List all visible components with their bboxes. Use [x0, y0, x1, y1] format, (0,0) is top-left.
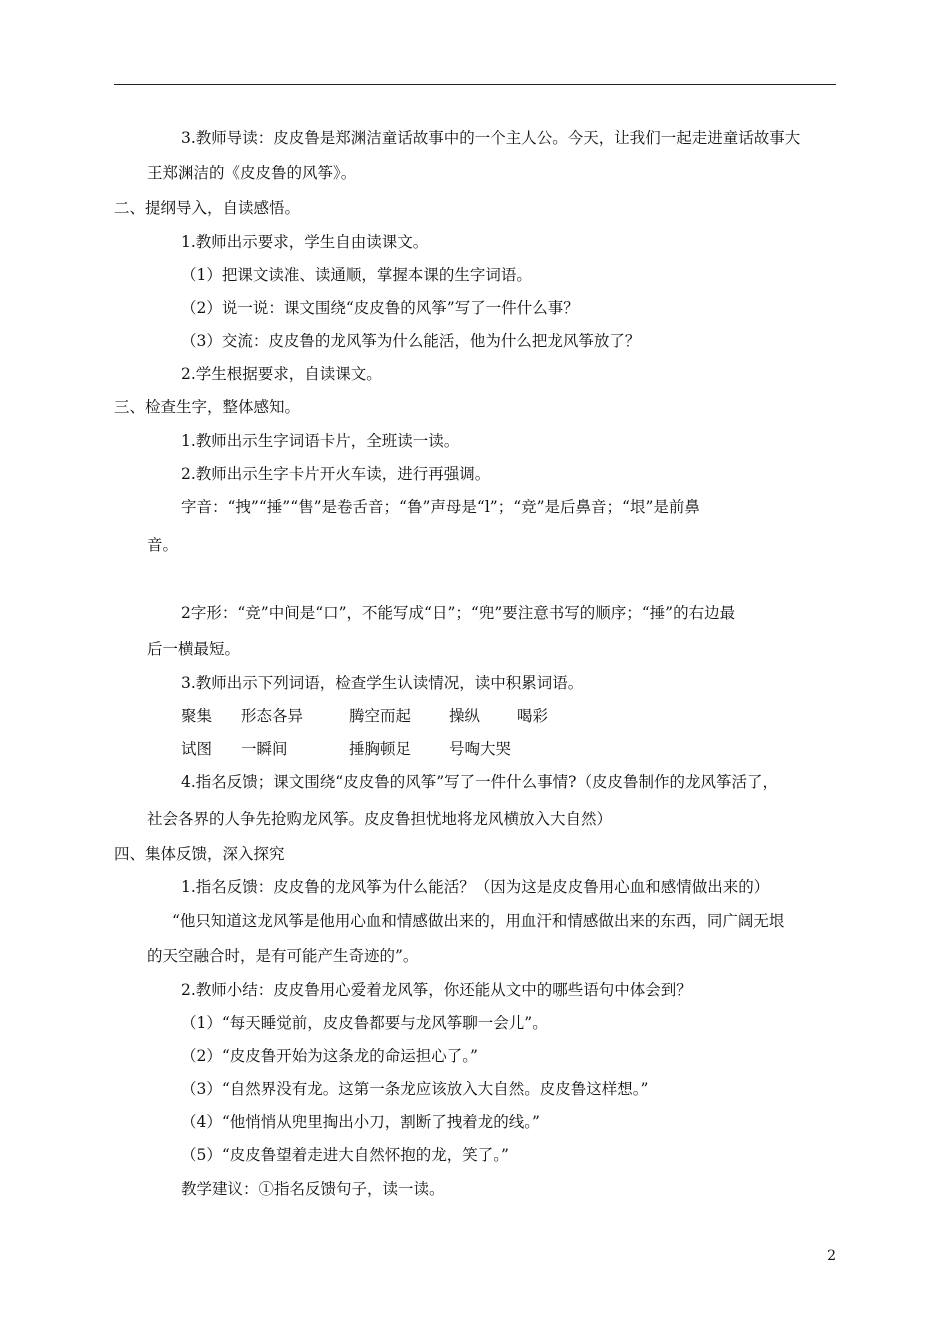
section-heading: 四、集体反馈，深入探究	[114, 845, 285, 863]
vocab-word: 试图	[181, 740, 213, 758]
para-line: 1.指名反馈：皮皮鲁的龙风筝为什么能活？（因为这是皮皮鲁用心血和感情做出来的）	[181, 878, 770, 896]
section-heading: 二、提纲导入，自读感悟。	[114, 199, 301, 217]
para-line: 教学建议：①指名反馈句子，读一读。	[181, 1180, 445, 1198]
quote-line: “他只知道这龙风筝是他用心血和情感做出来的，用血汗和情感做出来的东西，同广阔无垠	[172, 912, 785, 930]
para-line: 2.教师小结：皮皮鲁用心爱着龙风筝，你还能从文中的哪些语句中体会到？	[181, 981, 692, 999]
quote-line: 的天空融合时，是有可能产生奇迹的”。	[147, 947, 419, 965]
vocab-word: 聚集	[181, 707, 213, 725]
vocab-word: 喝彩	[517, 707, 549, 725]
para-line: （2）说一说：课文围绕“皮皮鲁的风筝”写了一件什么事？	[181, 299, 579, 317]
vocab-word: 号啕大哭	[449, 740, 512, 758]
para-line: 1.教师出示要求，学生自由读课文。	[181, 233, 429, 251]
list-item: （1）“每天睡觉前，皮皮鲁都要与龙风筝聊一会儿”。	[181, 1014, 548, 1032]
header-rule	[114, 84, 836, 85]
para-line: 1.教师出示生字词语卡片，全班读一读。	[181, 432, 460, 450]
list-item: （2）“皮皮鲁开始为这条龙的命运担心了。”	[181, 1047, 478, 1065]
para-line: 音。	[147, 536, 179, 554]
para-line: 3.教师导读：皮皮鲁是郑渊洁童话故事中的一个主人公。今天，让我们一起走进童话故事大	[181, 129, 801, 147]
para-line: （1）把课文读准、读通顺，掌握本课的生字词语。	[181, 266, 532, 284]
list-item: （4）“他悄悄从兜里掏出小刀，割断了拽着龙的线。”	[181, 1113, 540, 1131]
section-heading: 三、检查生字，整体感知。	[114, 398, 301, 416]
para-line: 社会各界的人争先抢购龙风筝。皮皮鲁担忧地将龙风横放入大自然）	[147, 810, 613, 828]
list-item: （3）“自然界没有龙。这第一条龙应该放入大自然。皮皮鲁这样想。”	[181, 1080, 649, 1098]
para-line: 王郑渊洁的《皮皮鲁的风筝》。	[147, 164, 357, 182]
para-line: 3.教师出示下列词语，检查学生认读情况，读中积累词语。	[181, 674, 584, 692]
vocab-word: 腾空而起	[349, 707, 412, 725]
para-line: 后一横最短。	[147, 640, 241, 658]
para-line: 2字形：“竞”中间是“口”，不能写成“日”；“兜”要注意书写的顺序；“捶”的右边最	[181, 604, 736, 622]
para-line: 2.教师出示生字卡片开火车读，进行再强调。	[181, 465, 491, 483]
list-item: （5）“皮皮鲁望着走进大自然怀抱的龙，笑了。”	[181, 1146, 509, 1164]
vocab-word: 一瞬间	[241, 740, 288, 758]
page-number: 2	[827, 1248, 836, 1264]
para-line: 4.指名反馈；课文围绕“皮皮鲁的风筝”写了一件什么事情?（皮皮鲁制作的龙风筝活了，	[181, 773, 778, 791]
vocab-word: 操纵	[449, 707, 481, 725]
para-line: （3）交流：皮皮鲁的龙风筝为什么能活，他为什么把龙风筝放了？	[181, 332, 641, 350]
vocab-word: 形态各异	[241, 707, 304, 725]
para-line: 字音：“拽”“捶”“售”是卷舌音；“鲁”声母是“l”；“竞”是后鼻音；“垠”是前鼻	[181, 498, 700, 516]
para-line: 2.学生根据要求，自读课文。	[181, 365, 382, 383]
vocab-word: 捶胸顿足	[349, 740, 412, 758]
